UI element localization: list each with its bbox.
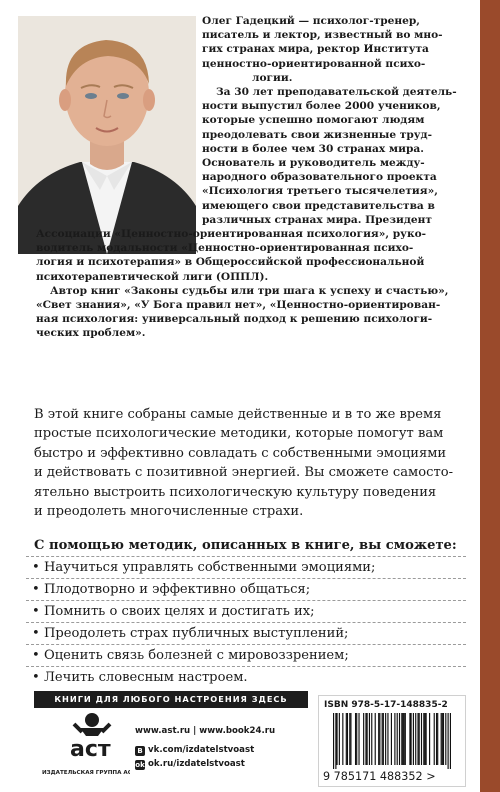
barcode-bar: [336, 713, 337, 765]
publisher-logo: [40, 710, 130, 780]
author-bio-line: различных странах мира. Президент: [202, 213, 432, 226]
description-line: В этой книге собраны самые действенные и в то же время: [34, 407, 442, 422]
social-link-text: vk.com/izdatelstvoast: [148, 745, 255, 755]
author-bio-line: Ассоциации «Ценностно-ориентированная психология», руко-: [36, 228, 427, 240]
barcode-bar: [399, 713, 400, 765]
bullet-icon: •: [32, 582, 40, 597]
benefit-text: Лечить словесным настроем.: [44, 670, 248, 685]
barcode-bar: [436, 713, 437, 765]
social-link-vk: [135, 745, 254, 756]
barcode-bar: [346, 713, 347, 765]
social-link-text: ok.ru/izdatelstvoast: [148, 759, 245, 769]
barcode-bar: [424, 713, 425, 765]
barcode-bar: [358, 713, 359, 765]
barcode-bar: [356, 713, 357, 765]
barcode-bar: [413, 713, 414, 765]
author-bio-line: народного образовательного проекта: [202, 171, 437, 184]
barcode-bar: [448, 713, 449, 769]
description-line: простые психологические методики, которые помогут вам: [34, 426, 444, 442]
benefit-item: [26, 622, 466, 644]
barcode-bar: [365, 713, 366, 765]
author-bio-line: ческих проблем».: [36, 327, 146, 340]
barcode-bar: [445, 713, 446, 765]
barcode-bar: [450, 713, 451, 769]
barcode-bar: [367, 713, 368, 765]
barcode-bar: [371, 713, 372, 765]
barcode-bar: [391, 713, 392, 765]
author-bio-line: гих странах мира, ректор Института: [202, 43, 429, 56]
barcode-bar: [387, 713, 388, 765]
benefit-item: [26, 600, 466, 622]
barcode-bar: [383, 713, 384, 765]
benefit-item: [26, 666, 466, 688]
barcode-bar: [409, 713, 410, 765]
author-bio-line: «Психология третьего тысячелетия»,: [202, 185, 438, 198]
author-bio-line: ности в более чем 30 странах мира.: [202, 142, 424, 155]
author-bio-line: ности выпустил более 2000 учеников,: [202, 100, 441, 113]
publisher-websites: www.ast.ru | www.book24.ru: [135, 726, 276, 736]
bullet-icon: •: [32, 560, 40, 575]
barcode-bar: [378, 713, 379, 765]
description-line: ятельно выстроить психологическую культуру поведения: [34, 484, 437, 500]
barcode-bar: [429, 713, 430, 765]
author-bio-line: Основатель и руководитель между-: [202, 157, 425, 169]
barcode-bar: [333, 713, 334, 769]
description-line: и действовать с позитивной энергией. Вы сможете самосто-: [34, 465, 454, 481]
barcode-bar: [342, 713, 343, 765]
author-bio-line: «Свет знания», «У Бога правил нет», «Ценностно-ориентирован-: [36, 299, 441, 311]
benefit-item: [26, 578, 466, 600]
spine-strip: [480, 0, 500, 792]
barcode-bar: [426, 713, 427, 765]
barcode-bar: [441, 713, 442, 765]
barcode-bar: [347, 713, 348, 765]
barcode-bar: [443, 713, 444, 765]
barcode-bar: [349, 713, 350, 765]
barcode-bar: [415, 713, 416, 765]
author-bio-line: логии.: [252, 71, 293, 84]
description-line: и преодолеть многочисленные страхи.: [34, 504, 304, 520]
barcode-bar: [397, 713, 398, 765]
barcode-bar: [423, 713, 424, 765]
author-bio-line: которые успешно помогают людям: [202, 114, 425, 127]
barcode-digits: 9 785171 488352 >: [323, 770, 436, 783]
benefits-heading: С помощью методик, описанных в книге, вы сможете:: [34, 538, 457, 553]
benefit-text: Преодолеть страх публичных выступлений;: [44, 626, 349, 641]
bullet-icon: •: [32, 670, 40, 685]
author-bio-line: Олег Гадецкий — психолог-тренер,: [202, 15, 420, 27]
barcode-bar: [434, 713, 435, 765]
barcode-bar: [363, 713, 364, 765]
barcode-bar: [411, 713, 412, 765]
barcode-bar: [382, 713, 383, 765]
barcode-bar: [339, 713, 340, 765]
barcode-bar: [404, 713, 405, 765]
author-bio-line: водитель модальности «Ценностно-ориентированная психо-: [36, 242, 414, 255]
isbn-block: [318, 695, 466, 787]
author-bio-line: имеющего свои представительства в: [202, 199, 435, 212]
benefit-text: Плодотворно и эффективно общаться;: [44, 582, 311, 597]
publisher-imprint: ИЗДАТЕЛЬСКАЯ ГРУППА АСТ: [42, 770, 130, 776]
barcode-bar: [442, 713, 443, 765]
series-banner: КНИГИ ДЛЯ ЛЮБОГО НАСТРОЕНИЯ ЗДЕСЬ: [34, 691, 308, 708]
publisher-logo-text: аст: [70, 737, 111, 762]
barcode-bar: [350, 713, 351, 765]
barcode-bar: [375, 713, 376, 765]
benefit-text: Помнить о своих целях и достигать их;: [44, 604, 315, 619]
barcode-bar: [405, 713, 406, 765]
barcode-bar: [394, 713, 395, 765]
author-bio-line: Автор книг «Законы судьбы или три шага к успеху и счастью»,: [50, 284, 449, 297]
benefits-list: [26, 556, 466, 688]
barcode-bar: [355, 713, 356, 765]
barcode-bar: [335, 713, 336, 769]
author-bio-line: логия и психотерапия» в Общероссийской профессиональной: [36, 256, 425, 269]
barcode-bar: [417, 713, 418, 765]
barcode-bar: [437, 713, 438, 765]
author-photo: [18, 16, 196, 254]
bullet-icon: •: [32, 604, 40, 619]
barcode-bar: [402, 713, 403, 765]
benefit-text: Оценить связь болезней с мировоззрением;: [44, 648, 349, 663]
benefit-text: Научиться управлять собственными эмоциями;: [44, 560, 376, 575]
barcode-bar: [421, 713, 422, 765]
ok-icon: ok: [135, 761, 145, 769]
social-link-ok: [135, 759, 245, 770]
barcode-bar: [369, 713, 370, 765]
author-bio-line: писатель и лектор, известный во мно-: [202, 29, 443, 42]
author-bio-line: ная психология: универсальный подход к решению психологи-: [36, 313, 433, 326]
bullet-icon: •: [32, 648, 40, 663]
barcode-bar: [401, 713, 402, 765]
barcode-bar: [379, 713, 380, 765]
description-line: быстро и эффективно совладать с собственными эмоциями: [34, 445, 447, 461]
vk-icon: В: [135, 746, 145, 756]
author-bio-line: За 30 лет преподавательской деятель-: [216, 86, 457, 98]
barcode: [333, 713, 451, 769]
author-bio-line: преодолевать свои жизненные труд-: [202, 128, 432, 141]
isbn-number: ISBN 978-5-17-148835-2: [324, 700, 448, 710]
benefit-item: [26, 556, 466, 578]
author-bio-line: психотерапевтической лиги (ОППЛ).: [36, 270, 269, 283]
author-bio-line: ценностно-ориентированной психо-: [202, 57, 426, 70]
bullet-icon: •: [32, 626, 40, 641]
book-description: [34, 405, 466, 521]
benefit-item: [26, 644, 466, 666]
barcode-bar: [419, 713, 420, 765]
barcode-bar: [385, 713, 386, 765]
